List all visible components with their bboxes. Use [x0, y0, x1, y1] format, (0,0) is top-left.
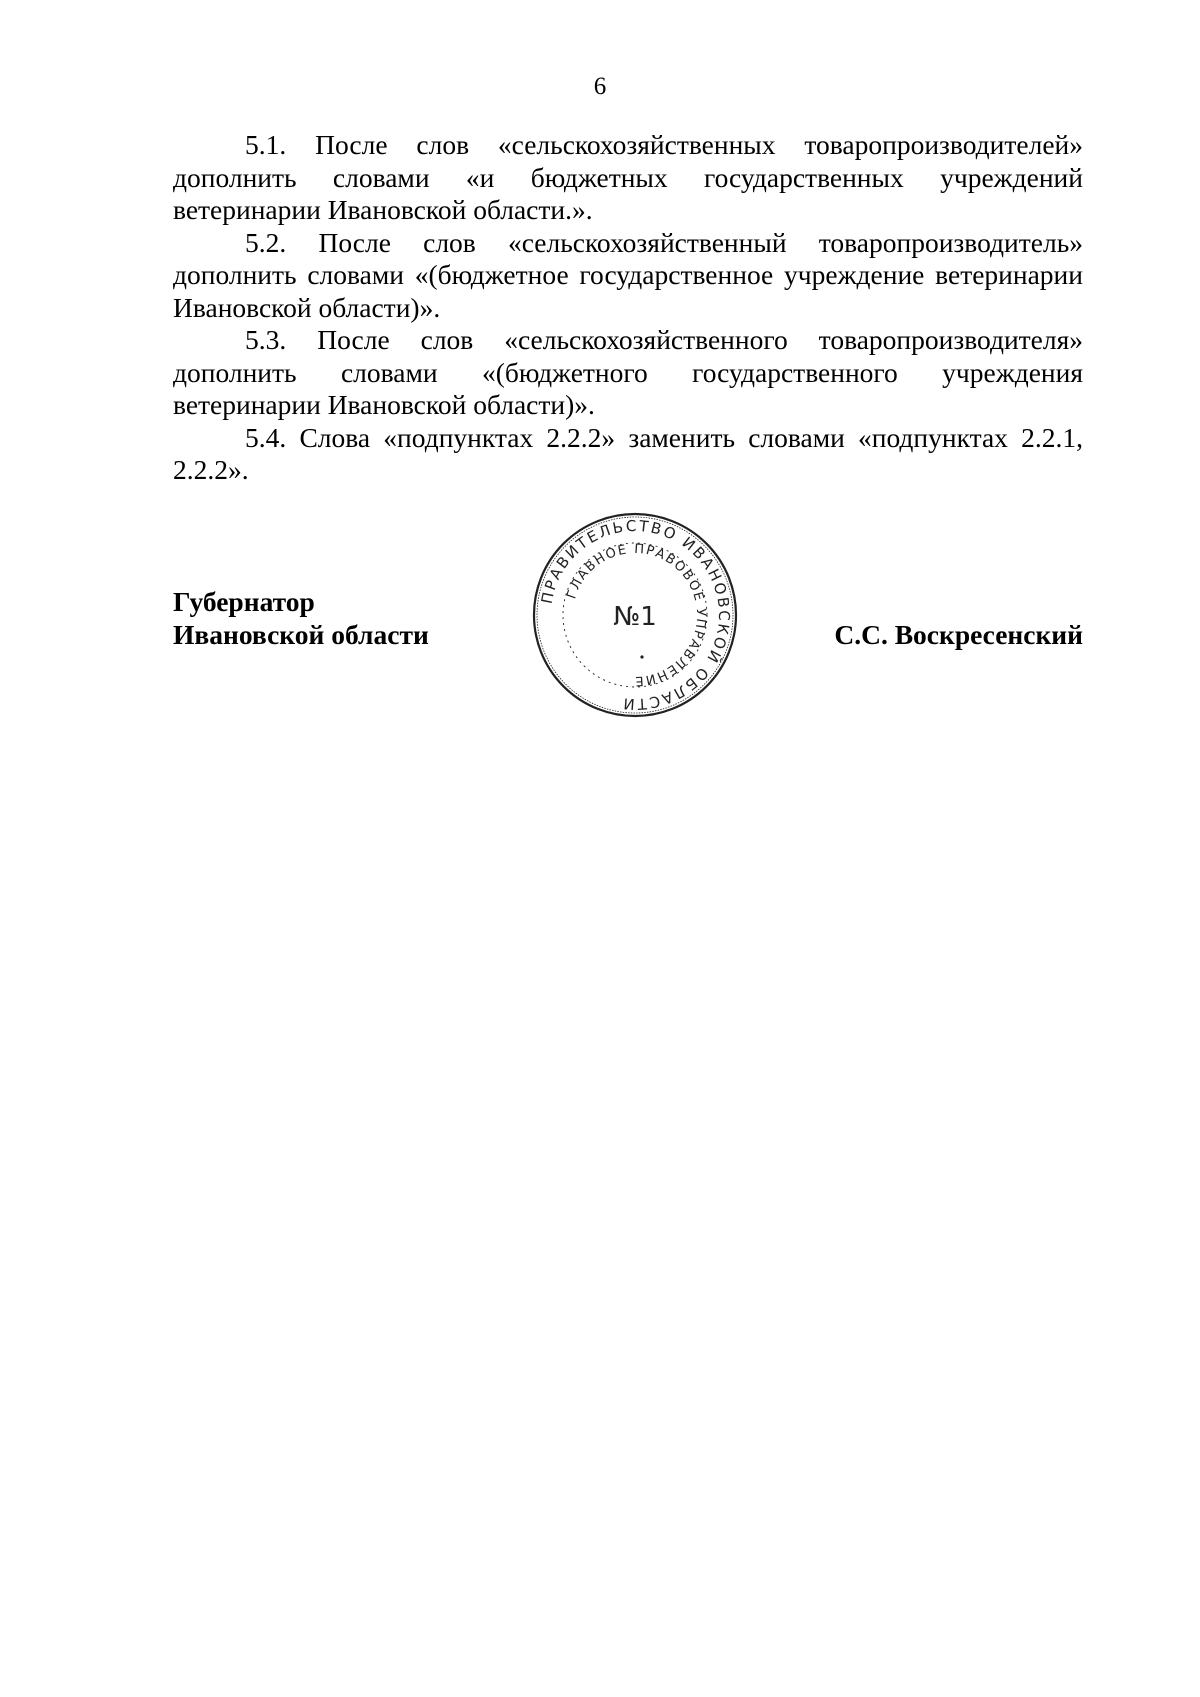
page-number: 6 — [593, 73, 607, 100]
paragraph-5-2: 5.2. После слов «сельскохозяйственный товаропроизводитель» дополнить словами «(бюджетное государственное учреждение ветеринарии Ивановской области)». — [173, 226, 1083, 323]
signatory-title-line2: Ивановской области — [173, 619, 429, 650]
stamp-inner-text: ГЛАВНОЕ ПРАВОВОЕ УПРАВЛЕНИЕ — [564, 541, 709, 689]
paragraph-5-3: 5.3. После слов «сельскохозяйственного товаропроизводителя» дополнить словами «(бюджетного государственного учреждения ветеринарии Ивановской области)». — [173, 324, 1083, 420]
stamp-seal-image — [530, 510, 740, 720]
signatory-name: С.С. Воскресенский — [834, 619, 1083, 650]
paragraph-5-1: 5.1. После слов «сельскохозяйственных товаропроизводителей» дополнить словами «и бюджетных государственных учреждений ветеринарии Ивановской области.». — [173, 129, 1083, 225]
paragraph-5-4: 5.4. Слова «подпунктах 2.2.2» заменить словами «подпунктах 2.2.1, 2.2.2». — [173, 421, 1083, 485]
stamp-outer-text: ПРАВИТЕЛЬСТВО ИВАНОВСКОЙ ОБЛАСТИ — [537, 516, 734, 714]
official-stamp — [530, 510, 740, 720]
document-body — [173, 129, 1083, 487]
signatory-title-line1: Губернатор — [173, 586, 315, 617]
signatory-position — [173, 585, 429, 651]
stamp-center-number: №1 — [613, 602, 657, 632]
